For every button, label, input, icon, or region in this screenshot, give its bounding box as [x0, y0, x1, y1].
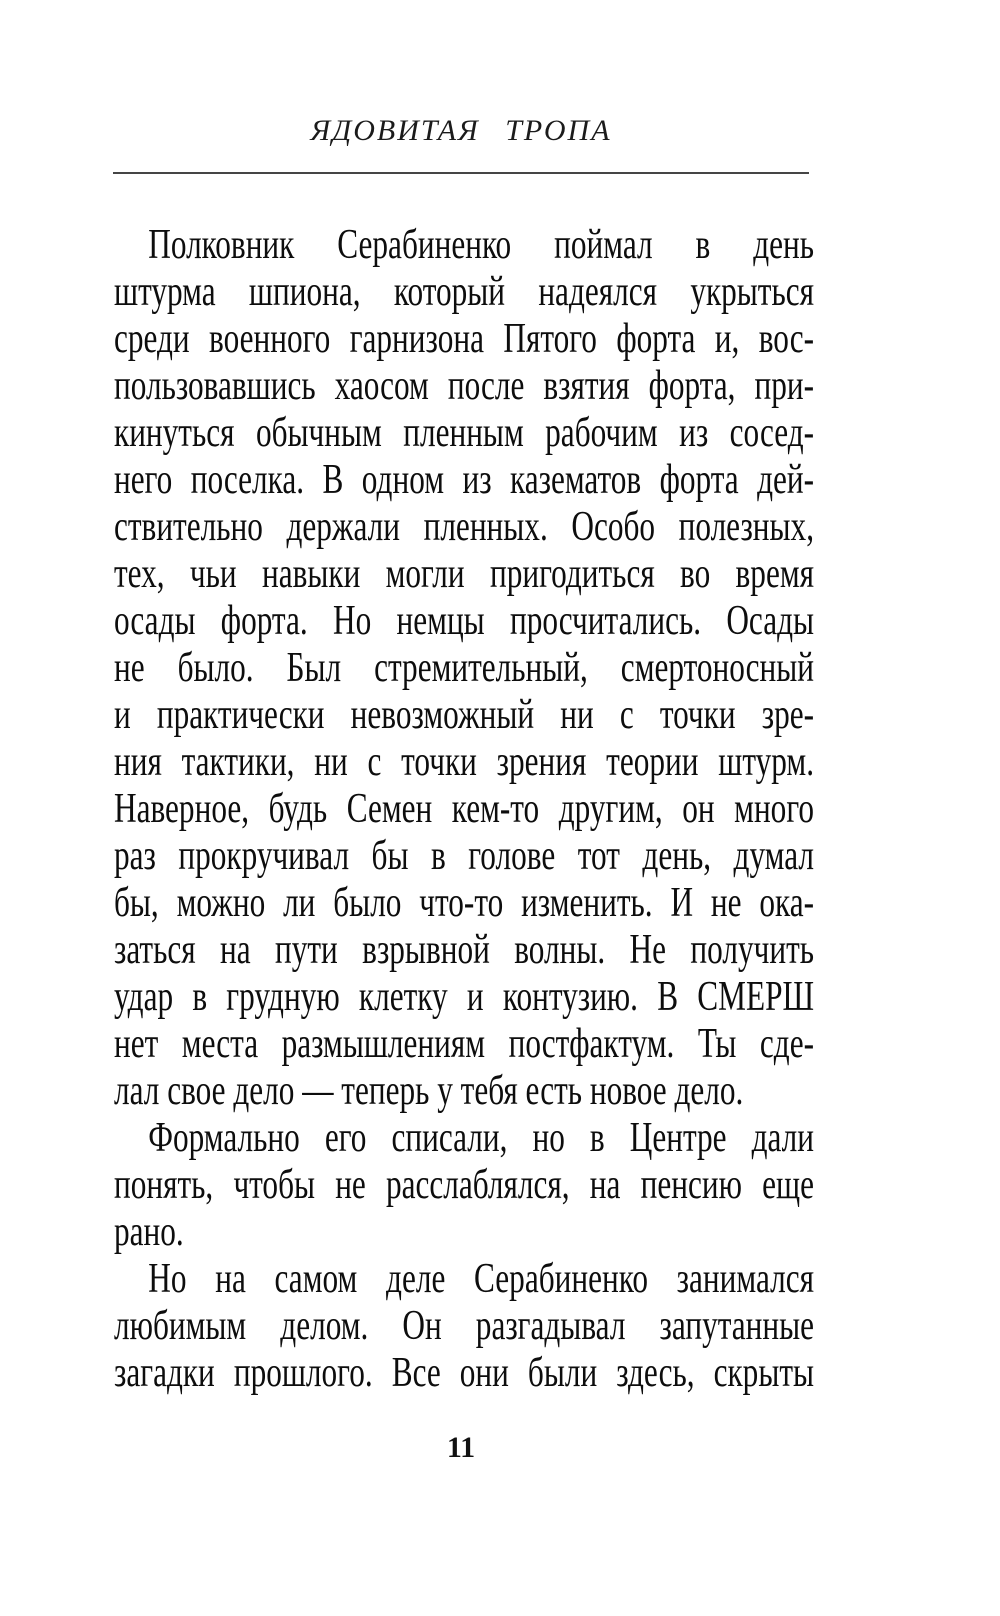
text-line: заться на пути взрывной волны. Не получить: [114, 927, 815, 973]
text-line: бы, можно ли было что-то изменить. И не ока-: [114, 880, 815, 926]
text-line: Формально его списали, но в Центре дали: [148, 1115, 815, 1161]
text-line: рано.: [114, 1209, 184, 1255]
text-line: пользовавшись хаосом после взятия форта, при-: [114, 363, 815, 409]
text-line: Полковник Серабиненко поймал в день: [148, 222, 815, 268]
text-line: кинуться обычным пленным рабочим из сосед-: [114, 410, 815, 456]
text-line: раз прокручивал бы в голове тот день, думал: [114, 833, 815, 879]
text-line: лал свое дело — теперь у тебя есть новое дело.: [114, 1068, 744, 1114]
text-line: не было. Был стремительный, смертоносный: [114, 645, 815, 691]
text-line: Наверное, будь Семен кем-то другим, он много: [114, 786, 815, 832]
text-line: и практически невозможный ни с точки зре-: [114, 692, 815, 738]
header-rule: [113, 172, 809, 174]
text-line: среди военного гарнизона Пятого форта и, вос-: [114, 316, 815, 362]
text-line: ствительно держали пленных. Особо полезных,: [114, 504, 815, 550]
text-line: удар в грудную клетку и контузию. В СМЕРШ: [114, 974, 815, 1020]
text-line: него поселка. В одном из казематов форта дей-: [114, 457, 815, 503]
text-line: тех, чьи навыки могли пригодиться во время: [114, 551, 815, 597]
running-title: ЯДОВИТАЯ ТРОПА: [310, 114, 612, 147]
text-line: осады форта. Но немцы просчитались. Осады: [114, 598, 815, 644]
text-line: любимым делом. Он разгадывал запутанные: [114, 1303, 815, 1349]
text-line: понять, чтобы не расслаблялся, на пенсию еще: [114, 1162, 815, 1208]
page-number: 11: [446, 1431, 476, 1464]
text-line: загадки прошлого. Все они были здесь, скрыты: [114, 1350, 815, 1396]
text-line: ния тактики, ни с точки зрения теории штурм.: [114, 739, 815, 785]
text-line: Но на самом деле Серабиненко занимался: [148, 1256, 815, 1302]
page-text-block: [114, 222, 814, 1397]
text-line: нет места размышлениям постфактум. Ты сде-: [114, 1021, 815, 1067]
text-line: штурма шпиона, который надеялся укрыться: [114, 269, 815, 315]
